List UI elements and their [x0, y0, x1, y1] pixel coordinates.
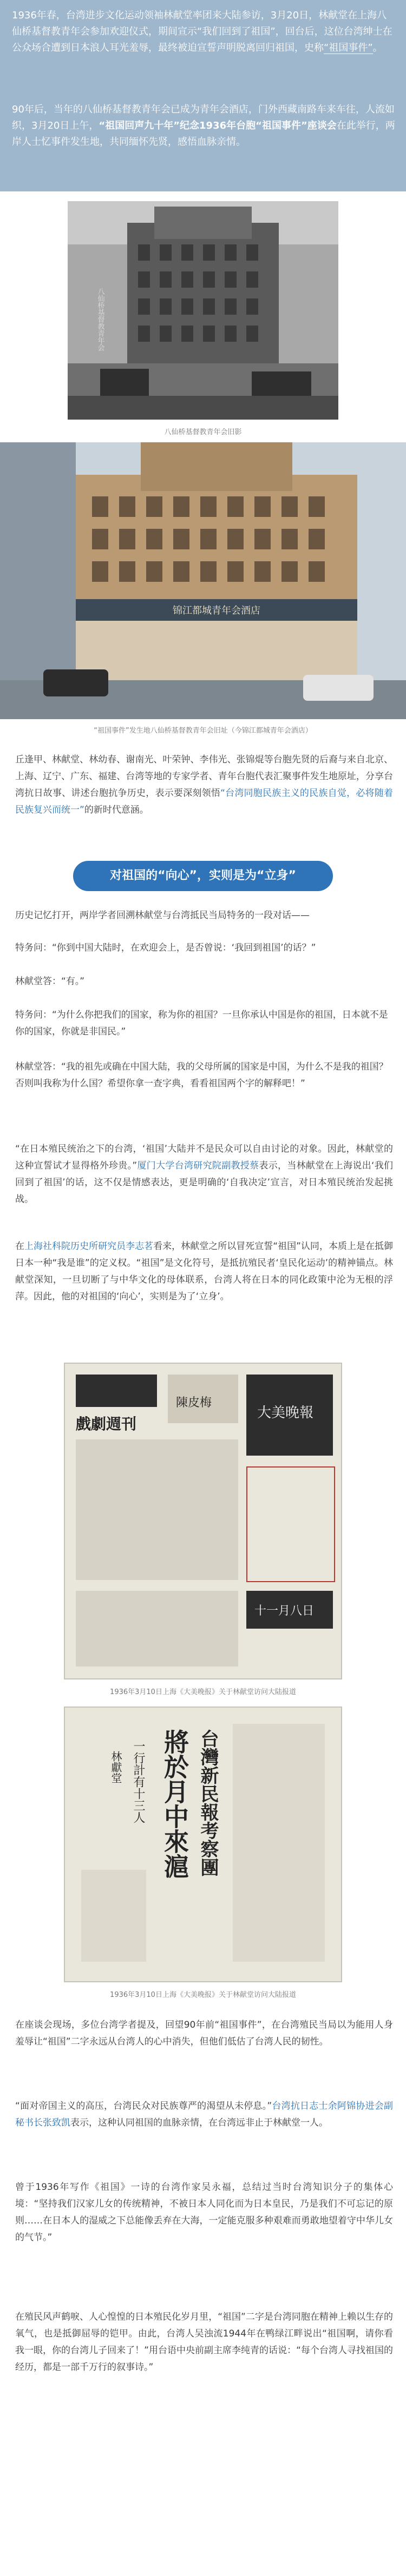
dialogue-answer-2: 林献堂答：“我的祖先或确在中国大陆，我的父母所属的国家是中国，为什么不是我的祖国？否则叫我称为什么国？希望你拿一查字典，看看祖国两个字的解释吧！”	[15, 1061, 388, 1089]
dialogue-question-1: 特务问：“你到中国大陆时，在欢迎会上，是否曾说：‘我回到祖国’的话？”	[15, 942, 316, 953]
intro-highlight: “祖国事件”	[324, 42, 373, 54]
newspaper2-side-column	[81, 1870, 146, 1962]
historical-building-photo	[68, 201, 338, 420]
intro-text: 1936年春，台湾进步文化运动领袖林献堂率团来大陆参访，3月20日，林献堂在上海八仙桥基督教青年会参加欢迎仪式，期间宣示“我们回到了祖国”，回台后，这位台湾绅士在公众场合遭到日本浪人耳光羞辱，最终被迫宣誓声明脱离回归祖国	[12, 10, 392, 54]
body-highlight: 上海社科院历史所研究员李志茗	[24, 1241, 154, 1252]
dialogue-answer-1: 林献堂答：“有。”	[15, 976, 85, 987]
newspaper-column-block	[76, 1439, 238, 1580]
body-paragraph-2	[15, 1141, 393, 1208]
newspaper2-name: 林獻堂	[109, 1751, 122, 1783]
newspaper-scan-1	[64, 1363, 342, 1679]
body-text: “在日本殖民统治之下的台湾，‘祖国’大陆并不是民众可以自由讨论的对象。因此，林献堂的这种宣誓试才显得格外珍贵。”	[15, 1144, 393, 1171]
body-paragraph-6: 曾于1936年写作《祖国》一诗的台湾作家吴永福，总结过当时台湾知识分子的集体心境：“坚持我们汉家儿女的传统精神，不被日本人同化而为日本皇民，乃是我们不可忘记的原则……在日本人的湿威之下总能像丢弃在大海，一定能克服多种艰难而勇敢地望着守中华儿女的气节。”	[15, 2182, 393, 2243]
intro-highlight: “祖国回声九十年”纪念1936年台胞“祖国事件”座谈会	[99, 120, 337, 131]
body-text: 表示，这种认同祖国的血脉亲情，在台湾远非止于林献堂一人。	[70, 2117, 328, 2128]
photo1-caption: 八仙桥基督教青年会旧影	[164, 428, 242, 436]
newspaper-scan-2	[64, 1707, 342, 1982]
newspaper2-caption: 1936年3月10日上海《大美晚报》关于林献堂访问大陆报道	[110, 1991, 296, 1999]
newspaper-headline-block	[76, 1375, 157, 1407]
photo2-caption: “祖国事件”发生地八仙桥基督教青年会旧址（今锦江都城青年会酒店）	[94, 727, 312, 735]
modern-hotel-photo	[0, 442, 406, 719]
body-text: 表示，当林献堂在上海说出‘我们回到了祖国’的话，这不仅是情感表达，更是明确的‘自我决定’宣言，对日本殖民统治发起挑战。	[15, 1160, 394, 1205]
newspaper2-subheadline: 一行計有十三人	[132, 1740, 145, 1823]
body-paragraph-1	[15, 752, 393, 819]
intro-paragraph-1	[12, 8, 396, 56]
newspaper-date: 十一月八日	[254, 1604, 315, 1618]
newspaper2-headline-b: 將於月中來滬	[160, 1729, 189, 1878]
modern-hotel-illustration	[0, 442, 406, 719]
body-highlight: 台湾抗日志士余阿锦协进会副秘书长张致凯	[15, 2101, 394, 2128]
body-paragraph-7: 在殖民风声鹤唳、人心惶惶的日本殖民化岁月里，“祖国”二字是台湾同胞在精神上赖以生存的氧气，也是抵御屈辱的铠甲。由此，台湾人吴浊流1944年在鸭绿江畔说出“祖国啊，请你看我一眼，你的台湾儿子回来了！”用台语中央前副主席李纯青的话说：“每个台湾人寻找祖国的经历，都是一部千万行的叙事诗。”	[15, 2312, 393, 2373]
body-paragraph-4: 在座谈会现场，多位台湾学者提及，回望90年前“祖国事件”，在台湾殖民当局以为能用人身羞辱让“祖国”二字永远从台湾人的心中消失，但他们低估了台湾人民的韧性。	[15, 2020, 393, 2047]
newspaper-brand: 大美晚報	[257, 1405, 314, 1421]
body-text: 丘逢甲、林献堂、林幼春、谢南光、叶荣钟、李伟光、张锦焜等台胞先贤的后裔与来自北京、上海、辽宁、广东、福建、台湾等地的专家学者、青年台胞代表汇聚事件发生地原址，分享台湾抗日故事、讲述台胞抗争历史，表示要深刻领悟	[15, 754, 393, 799]
newspaper-lower-block	[76, 1591, 238, 1667]
body-text: 在	[15, 1241, 25, 1252]
dialogue-question-2: 特务问：“为什么你把我们的国家，称为你的祖国？一旦你承认中国是你的祖国，日本就不是你的国家，你就是非国民。”	[15, 1010, 388, 1037]
hotel-sign-text: 锦江都城青年会酒店	[173, 605, 260, 616]
section-title-pill: 对祖国的“向心”，实则是为“立身”	[73, 861, 333, 891]
newspaper-headline: 戲劇週刊	[76, 1415, 137, 1433]
body-highlight: “台湾同胞民族主义的民族自觉，必将随着民族复兴而统一”	[15, 788, 394, 815]
body-paragraph-5	[15, 2098, 393, 2132]
newspaper-ad-text: 陳皮梅	[176, 1396, 212, 1410]
intro-panel	[0, 0, 406, 191]
newspaper2-text-column	[233, 1724, 325, 1962]
newspaper1-caption: 1936年3月10日上海《大美晚报》关于林献堂访问大陆报道	[110, 1688, 296, 1696]
intro-paragraph-2	[12, 102, 396, 150]
intro-text: 。	[372, 42, 383, 54]
body-highlight: 厦门大学台湾研究院副教授蔡	[137, 1160, 259, 1171]
newspaper2-headline-a: 台灣新民報考察團	[197, 1729, 219, 1876]
historical-building-illustration	[68, 201, 338, 420]
body-text: “面对帝国主义的高压，台湾民众对民族尊严的渴望从未停息。”	[15, 2101, 272, 2112]
body-text: 的新时代意涵。	[84, 805, 149, 815]
newspaper-highlighted-article	[246, 1466, 335, 1582]
body-text: 看来，林献堂之所以冒死宣誓“祖国”认同，本质上是在抵御日本一种“我是谁”的定义权。“祖国”是文化符号，是抵抗殖民者‘皇民化运动’的精神锚点。林献堂深知，一旦切断了与中华文化的母体联系，台湾人将在日本的同化政策中沦为无根的浮萍。因此，他的对祖国的‘向心’，实则是为了‘立身’。	[15, 1241, 394, 1302]
intro-text: 90年后，当年的八仙桥基督教青年会已成为青年会酒店，门外西藏南路车来车往，人流如织，3月20日上午，	[12, 104, 395, 131]
body-paragraph-3	[15, 1238, 393, 1305]
intro-text: 在此举行，两岸人士忆事件发生地，共同缅怀先贤，感悟血脉亲情。	[12, 120, 395, 148]
dialogue-intro: 历史记忆打开，两岸学者回溯林献堂与台湾抵民当局特务的一段对话——	[15, 910, 310, 921]
intro-text: ，史称	[294, 42, 324, 54]
building-sign-text: 八仙桥基督教青年会	[96, 288, 104, 351]
